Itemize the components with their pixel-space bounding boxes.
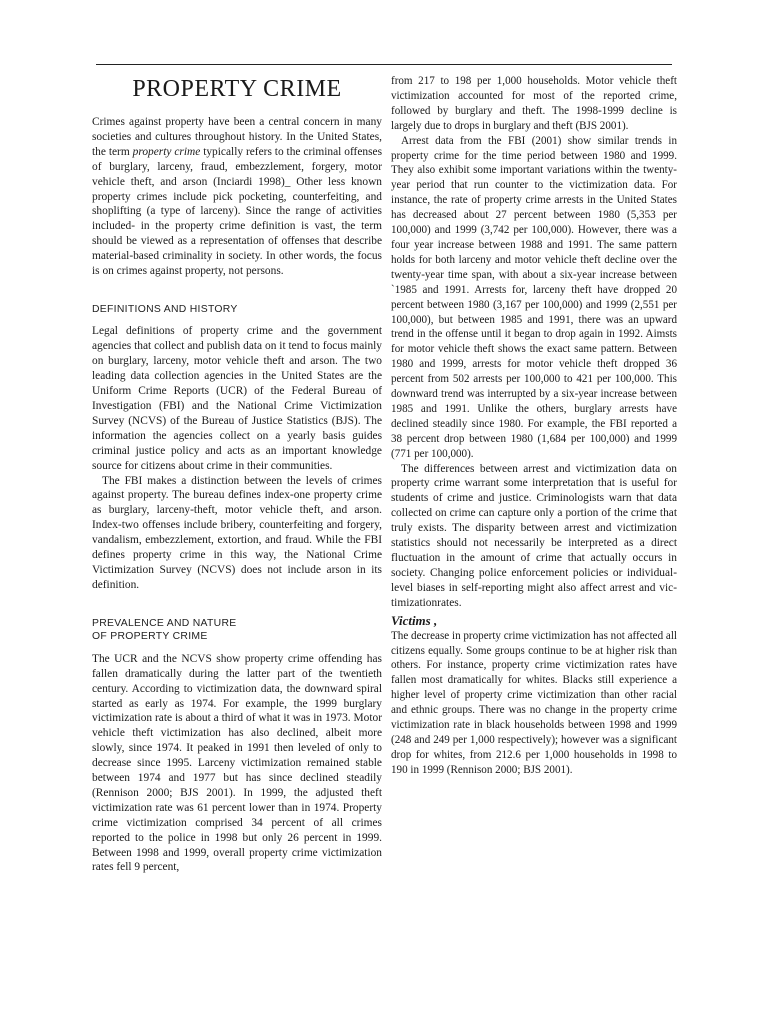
prevalence-paragraph-1: The UCR and the NCVS show property crime offending has fallen dramatically during the latter part of the twentieth century. According to victimization data, the downward spiral started as early as 1974. For example, the 1999 burglary victimization rate is about a third of what it was in 1973. Motor vehicle theft victimization has also declined, albeit more slowly, since 1974. It peaked in 1991 then leveled of only to decrease since 1995. Larceny victimization remained stable between 1974 and 1977 but has since declined steadily (Rennison 2000; BJS 2001). In 1999, the adjusted theft victimization rate was 61 percent lower than in 1974. Property crime victimization comprised 34 percent of all crimes reported to the police in 1998 but only 26 percent in 1999. Between 1998 and 1999, overall property crime victimization rates fell 9 percent, — [92, 652, 382, 874]
intro-text-after: typically refers to the criminal offenses of burglary, larceny, fraud, embezzlement, forgery, motor vehicle theft, and arson (Inciardi 1998)_ Other less known property crimes include pick pocketing, counterfeiting, and shoplifting (a type of larceny). Since the range of activities included- in the property crime definition is vast, the term should be viewed as a representation of offenses that describe material-based criminality in society. In other words, the focus is on crimes against property, not persons. — [92, 145, 382, 278]
heading-prevalence-line-2: OF PROPERTY CRIME — [92, 631, 208, 643]
page-title: PROPERTY CRIME — [132, 76, 342, 102]
heading-victims: Victims , — [391, 612, 438, 628]
victims-paragraph-1: The decrease in property crime victimization has not affected all citizens equally. Some groups continue to be at higher risk than others. For instance, property crime victimization rates have fallen most dramatically for whites. Blacks still experience a higher level of property crime victimization than other racial and ethnic groups. There was no change in the property crime victimization rate in black households between 1998 and 1999 (248 and 249 per 1,000 respectively); however was a significant drop for whites, from 212.6 per 1,000 households in 1998 to 190 in 1999 (Rennison 2000; BJS 2001). — [391, 629, 677, 776]
prevalence-paragraph-2: Arrest data from the FBI (2001) show similar trends in property crime for the time period between 1980 and 1999. They also exhibit some important variations within the twenty-year period that run counter to the victimization data. For instance, the rate of property crime arrests in the United States has decreased about 27 percent between 1980 (5,353 per 100,000) and 1999 (3,742 per 100,000). However, there was a four year increase between 1988 and 1991. The same pattern holds for both larceny and motor vehicle theft decline over the twenty-year time span, with about a six-year increase between `1985 and 1991. Arrests for, larceny theft have dropped 20 percent between 1980 (3,167 per 100,000) and 1999 (2,551 per 100,000), but between 1985 and 1991, there was an upward trend in the offense until it began to drop again in 1992. Aimsts for motor vehicle theft shows the exact same pattern. Between 1980 and 1999, arrests for motor vehicle theft dropped 36 percent from 502 arrests per 100,000 to 421 per 100,000. This downward trend was interrupted by a six-year increase between 1985 and 1991. Unlike the others, burglary arrests have declined steadily since 1980. For example, the FBI reported a 38 percent drop between 1980 (1,684 per 100,000) and 1999 (771 per 100,000). — [391, 134, 677, 460]
heading-prevalence — [92, 617, 382, 644]
heading-prevalence-line-1: PREVALENCE AND NATURE — [92, 617, 237, 629]
prevalence-paragraph-3: The differences between arrest and victimization data on property crime warrant some interpretation that is useful for students of crime and justice. Criminologists warn that data collected on crime can capture only a portion of the crime that truly exists. The disparity between arrest and victimization statistics should not necessarily be interpreted as a direct fluctuation in the amount of crime that actually occurs in society. Changing police enforcement policies or individual-level biases in self-reporting might also affect arrest and vic-timizationrates. — [391, 462, 677, 609]
intro-text-before: Crimes against property have been a central concern in many societies and cultures throughout history. In the United States, the term — [92, 116, 382, 158]
top-rule-divider — [96, 64, 672, 65]
definitions-paragraph-1: Legal definitions of property crime and the government agencies that collect and publish data on it tend to focus mainly on burglary, larceny, motor vehicle theft and arson. The two leading data collection agencies in the United States are the Uniform Crime Reports (UCR) of the Federal Bureau of Investigation (FBI) and the National Crime Victimization Survey (NCVS) of the Bureau of Justice Statistics (BJS). The information the agencies collect on a yearly basis guides criminal justice policy and acts as an important knowledge source for citizens about crime in their communities. — [92, 325, 382, 472]
intro-paragraph — [92, 115, 382, 279]
right-column — [391, 74, 677, 778]
left-column — [92, 74, 382, 875]
heading-definitions: DEFINITIONS AND HISTORY — [92, 303, 238, 315]
definitions-paragraph-2: The FBI makes a distinction between the levels of crimes against property. The bureau defines index-one property crime as burglary, larceny-theft, motor vehicle theft, and arson. Index-two offenses include bribery, counterfeiting and forgery, vandalism, embezzlement, extortion, and fraud. While the FBI defines property crime in this way, the National Crime Victimization Survey (NCVS) does not include arson in its definition. — [92, 474, 382, 591]
prevalence-paragraph-1-continued: from 217 to 198 per 1,000 households. Motor vehicle theft victimization accounted for most of the reported crime, followed by burglary and theft. The 1998-1999 decline is largely due to drops in burglary and theft (BJS 2001). — [391, 75, 677, 132]
intro-term: property crime — [132, 145, 201, 158]
